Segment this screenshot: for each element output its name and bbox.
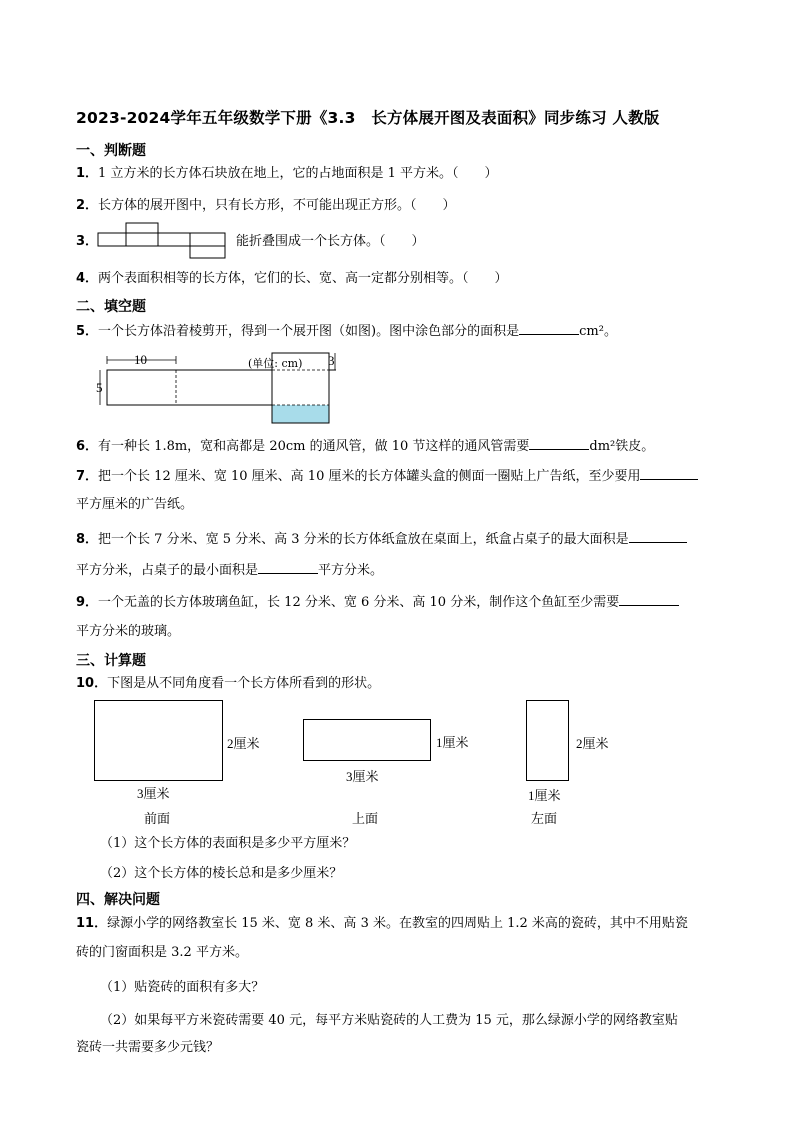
- question-text: 长方体的展开图中，只有长方形，不可能出现正方形。（ ）: [98, 198, 456, 213]
- question-text: 一个长方体沿着棱剪开，得到一个展开图（如图)。图中涂色部分的面积是: [98, 324, 520, 339]
- left-view-width: 1厘米: [528, 788, 561, 803]
- question-number: 1．: [76, 166, 99, 181]
- question-11-sub2: （2）如果每平方米瓷砖需要 40 元，每平方米贴瓷砖的人工费为 15 元，那么绿源小学的网络教室贴: [100, 1013, 678, 1028]
- question-number: 8．: [76, 532, 99, 547]
- answer-blank[interactable]: [619, 593, 679, 606]
- answer-blank[interactable]: [529, 437, 589, 450]
- answer-blank[interactable]: [640, 467, 698, 480]
- left-view-height: 2厘米: [576, 736, 609, 751]
- question-11-sub2-cont: 瓷砖一共需要多少元钱？: [76, 1040, 220, 1055]
- question-7-cont: 平方厘米的广告纸。: [76, 497, 194, 512]
- front-view-height: 2厘米: [227, 736, 260, 751]
- question-text-b: 平方分米，占桌子的最小面积是: [76, 563, 259, 578]
- question-2: [76, 197, 456, 215]
- question-8-cont: [76, 561, 383, 580]
- question-text: 有一种长 1.8m，宽和高都是 20cm 的通风管，做 10 节这样的通风管需要: [98, 439, 530, 454]
- question-number: 2．: [76, 198, 99, 213]
- question-text: 1 立方米的长方体石块放在地上，它的占地面积是 1 平方米。（ ）: [98, 166, 498, 181]
- top-view-length: 3厘米: [346, 769, 379, 784]
- question-number: 7．: [76, 469, 99, 484]
- question-number: 11．: [76, 916, 108, 931]
- question-9: [76, 593, 679, 612]
- answer-blank[interactable]: [629, 530, 687, 543]
- net-diagram-q3: [97, 222, 231, 260]
- question-10-sub1: （1）这个长方体的表面积是多少平方厘米？: [100, 836, 356, 851]
- question-6: [76, 437, 654, 456]
- question-11-cont: 砖的门窗面积是 3.2 平方米。: [76, 945, 248, 960]
- question-9-cont: 平方分米的玻璃。: [76, 624, 181, 639]
- question-1: [76, 165, 498, 183]
- shaded-face: [272, 405, 329, 423]
- front-view-caption: 前面: [144, 811, 171, 826]
- question-number: 3．: [76, 234, 99, 249]
- question-number: 9．: [76, 595, 99, 610]
- dim-length: 10: [134, 352, 147, 367]
- question-11: [76, 915, 688, 933]
- question-5: [76, 322, 617, 341]
- question-text-c: 平方分米。: [318, 563, 384, 578]
- left-view-caption: 左面: [531, 811, 558, 826]
- question-unit: cm²。: [579, 324, 617, 339]
- top-view-rect: [303, 719, 431, 761]
- section-heading-judgement: 一、判断题: [76, 143, 146, 159]
- question-text-b: dm²铁皮。: [589, 439, 655, 454]
- question-number: 6．: [76, 439, 99, 454]
- question-text: 一个无盖的长方体玻璃鱼缸，长 12 分米、宽 6 分米、高 10 分米，制作这个鱼缸至少需要: [98, 595, 620, 610]
- answer-blank[interactable]: [258, 561, 318, 574]
- section-heading-problems: 四、解决问题: [76, 892, 160, 908]
- question-text: 两个表面积相等的长方体，它们的长、宽、高一定都分别相等。（ ）: [98, 271, 508, 286]
- page-title: 2023-2024学年五年级数学下册《3.3 长方体展开图及表面积》同步练习 人教版: [76, 109, 660, 127]
- question-number: 4．: [76, 271, 99, 286]
- question-text: 下图是从不同角度看一个长方体所看到的形状。: [107, 676, 381, 691]
- question-10: [76, 675, 380, 693]
- section-heading-fill: 二、填空题: [76, 299, 146, 315]
- question-text: 把一个长 12 厘米、宽 10 厘米、高 10 厘米的长方体罐头盒的侧面一圈贴上广告纸，至少要用: [98, 469, 641, 484]
- question-text: 绿源小学的网络教室长 15 米、宽 8 米、高 3 米。在教室的四周贴上 1.2 米高的瓷砖，其中不用贴瓷: [107, 916, 688, 931]
- question-7: [76, 467, 698, 486]
- top-view-width: 1厘米: [436, 735, 469, 750]
- question-10-sub2: （2）这个长方体的棱长总和是多少厘米？: [100, 866, 343, 881]
- question-number: 5．: [76, 324, 99, 339]
- unit-note: (单位: cm): [248, 357, 303, 370]
- answer-blank[interactable]: [519, 322, 579, 335]
- question-number: 10．: [76, 676, 108, 691]
- left-view-rect: [526, 700, 569, 781]
- question-4: [76, 270, 508, 288]
- dim-height: 5: [96, 380, 103, 395]
- front-view-length: 3厘米: [137, 786, 170, 801]
- question-3-text: 能折叠围成一个长方体。（ ）: [236, 234, 425, 249]
- front-view-rect: [94, 700, 223, 781]
- question-11-sub1: （1）贴瓷砖的面积有多大？: [100, 980, 265, 995]
- section-heading-calc: 三、计算题: [76, 653, 146, 669]
- dim-width: 3: [328, 353, 335, 368]
- question-text: 把一个长 7 分米、宽 5 分米、高 3 分米的长方体纸盒放在桌面上，纸盒占桌子的最大面积是: [98, 532, 629, 547]
- question-8: [76, 530, 687, 549]
- top-view-caption: 上面: [352, 811, 379, 826]
- question-3: [76, 233, 98, 251]
